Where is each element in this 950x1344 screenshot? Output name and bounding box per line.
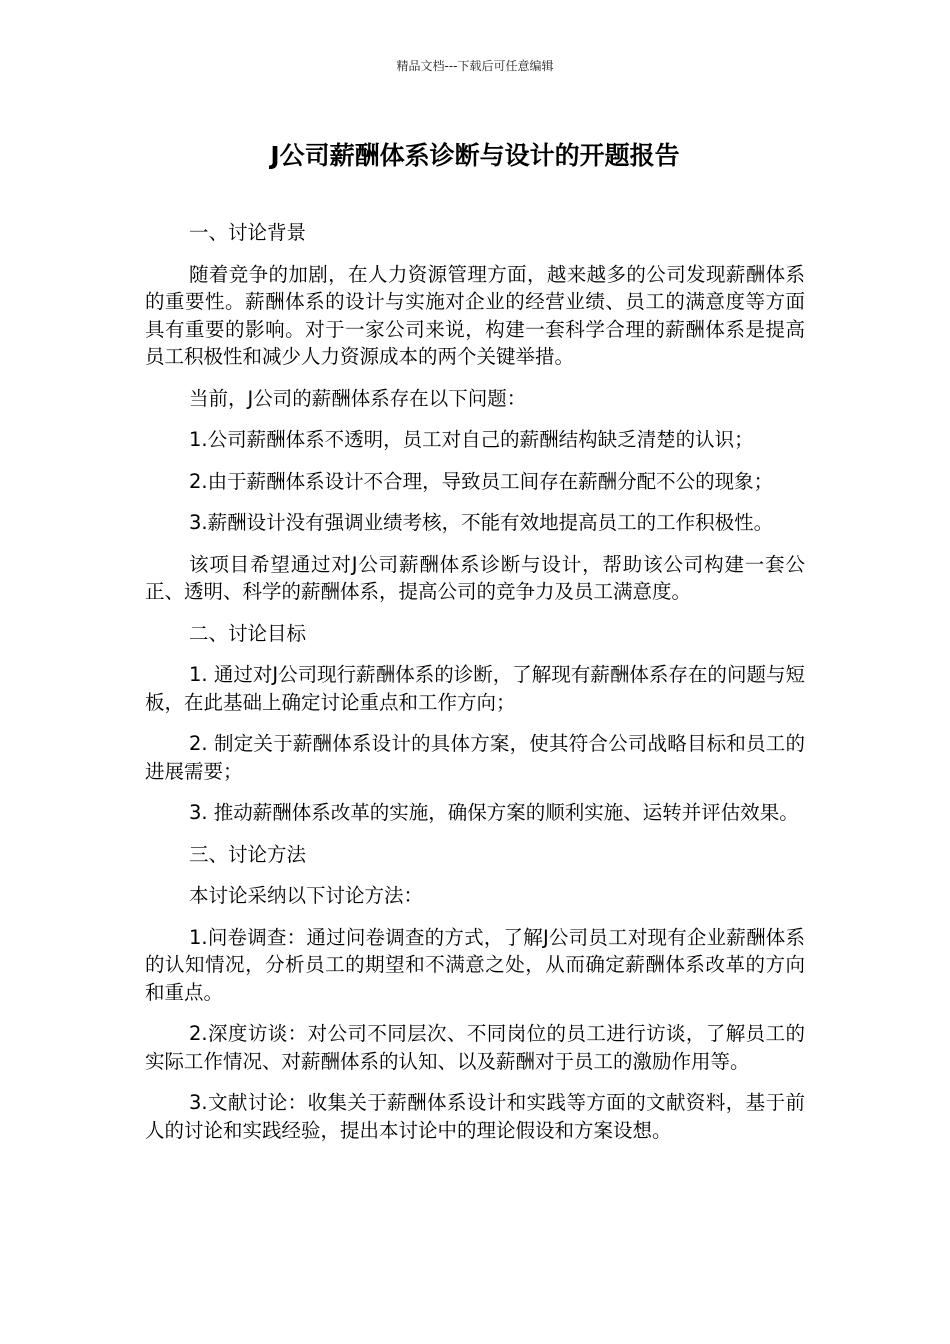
list-item-method-1: 1.问卷调查：通过问卷调查的方式，了解J公司员工对现有企业薪酬体系的认知情况，分析员工的期望和不满意之处，从而确定薪酬体系改革的方向和重点。 [145,925,805,1004]
list-item-objective-1: 1. 通过对J公司现行薪酬体系的诊断，了解现有薪酬体系存在的问题与短板，在此基础上确定讨论重点和工作方向； [145,663,805,714]
paragraph-methods-intro: 本讨论采纳以下讨论方法： [189,884,424,907]
section-heading-objectives: 二、讨论目标 [189,621,307,645]
document-body [145,219,805,1158]
page-header: 精品文档---下载后可任意编辑 [396,59,554,73]
list-item-problem-2: 2.由于薪酬体系设计不合理，导致员工间存在薪酬分配不公的现象； [189,469,774,493]
list-item-method-2: 2.深度访谈：对公司不同层次、不同岗位的员工进行访谈，了解员工的实际工作情况、对薪酬体系的认知、以及薪酬对于员工的激励作用等。 [145,1022,805,1073]
paragraph-problems-intro: 当前，J公司的薪酬体系存在以下问题： [189,386,527,410]
list-item-objective-3: 3. 推动薪酬体系改革的实施，确保方案的顺利实施、运转并评估效果。 [189,801,799,824]
list-item-problem-3: 3.薪酬设计没有强调业绩考核，不能有效地提高员工的工作积极性。 [189,511,774,534]
section-heading-background: 一、讨论背景 [189,221,307,244]
paragraph-background: 随着竞争的加剧，在人力资源管理方面，越来越多的公司发现薪酬体系的重要性。薪酬体系的设计与实施对企业的经营业绩、员工的满意度等方面具有重要的影响。对于一家公司来说，构建一套科学合理的薪酬体系是提高员工积极性和减少人力资源成本的两个关键举措。 [145,262,805,368]
list-item-method-3: 3.文献讨论：收集关于薪酬体系设计和实践等方面的文献资料，基于前人的讨论和实践经验，提出本讨论中的理论假设和方案设想。 [145,1091,805,1142]
section-heading-methods: 三、讨论方法 [189,842,307,866]
list-item-objective-2: 2. 制定关于薪酬体系设计的具体方案，使其符合公司战略目标和员工的进展需要； [145,732,805,783]
list-item-problem-1: 1.公司薪酬体系不透明，员工对自己的薪酬结构缺乏清楚的认识； [189,428,754,451]
document-title: J公司薪酬体系诊断与设计的开题报告 [270,141,680,170]
paragraph-project-goal: 该项目希望通过对J公司薪酬体系诊断与设计，帮助该公司构建一套公正、透明、科学的薪酬体系，提高公司的竞争力及员工满意度。 [145,552,805,603]
